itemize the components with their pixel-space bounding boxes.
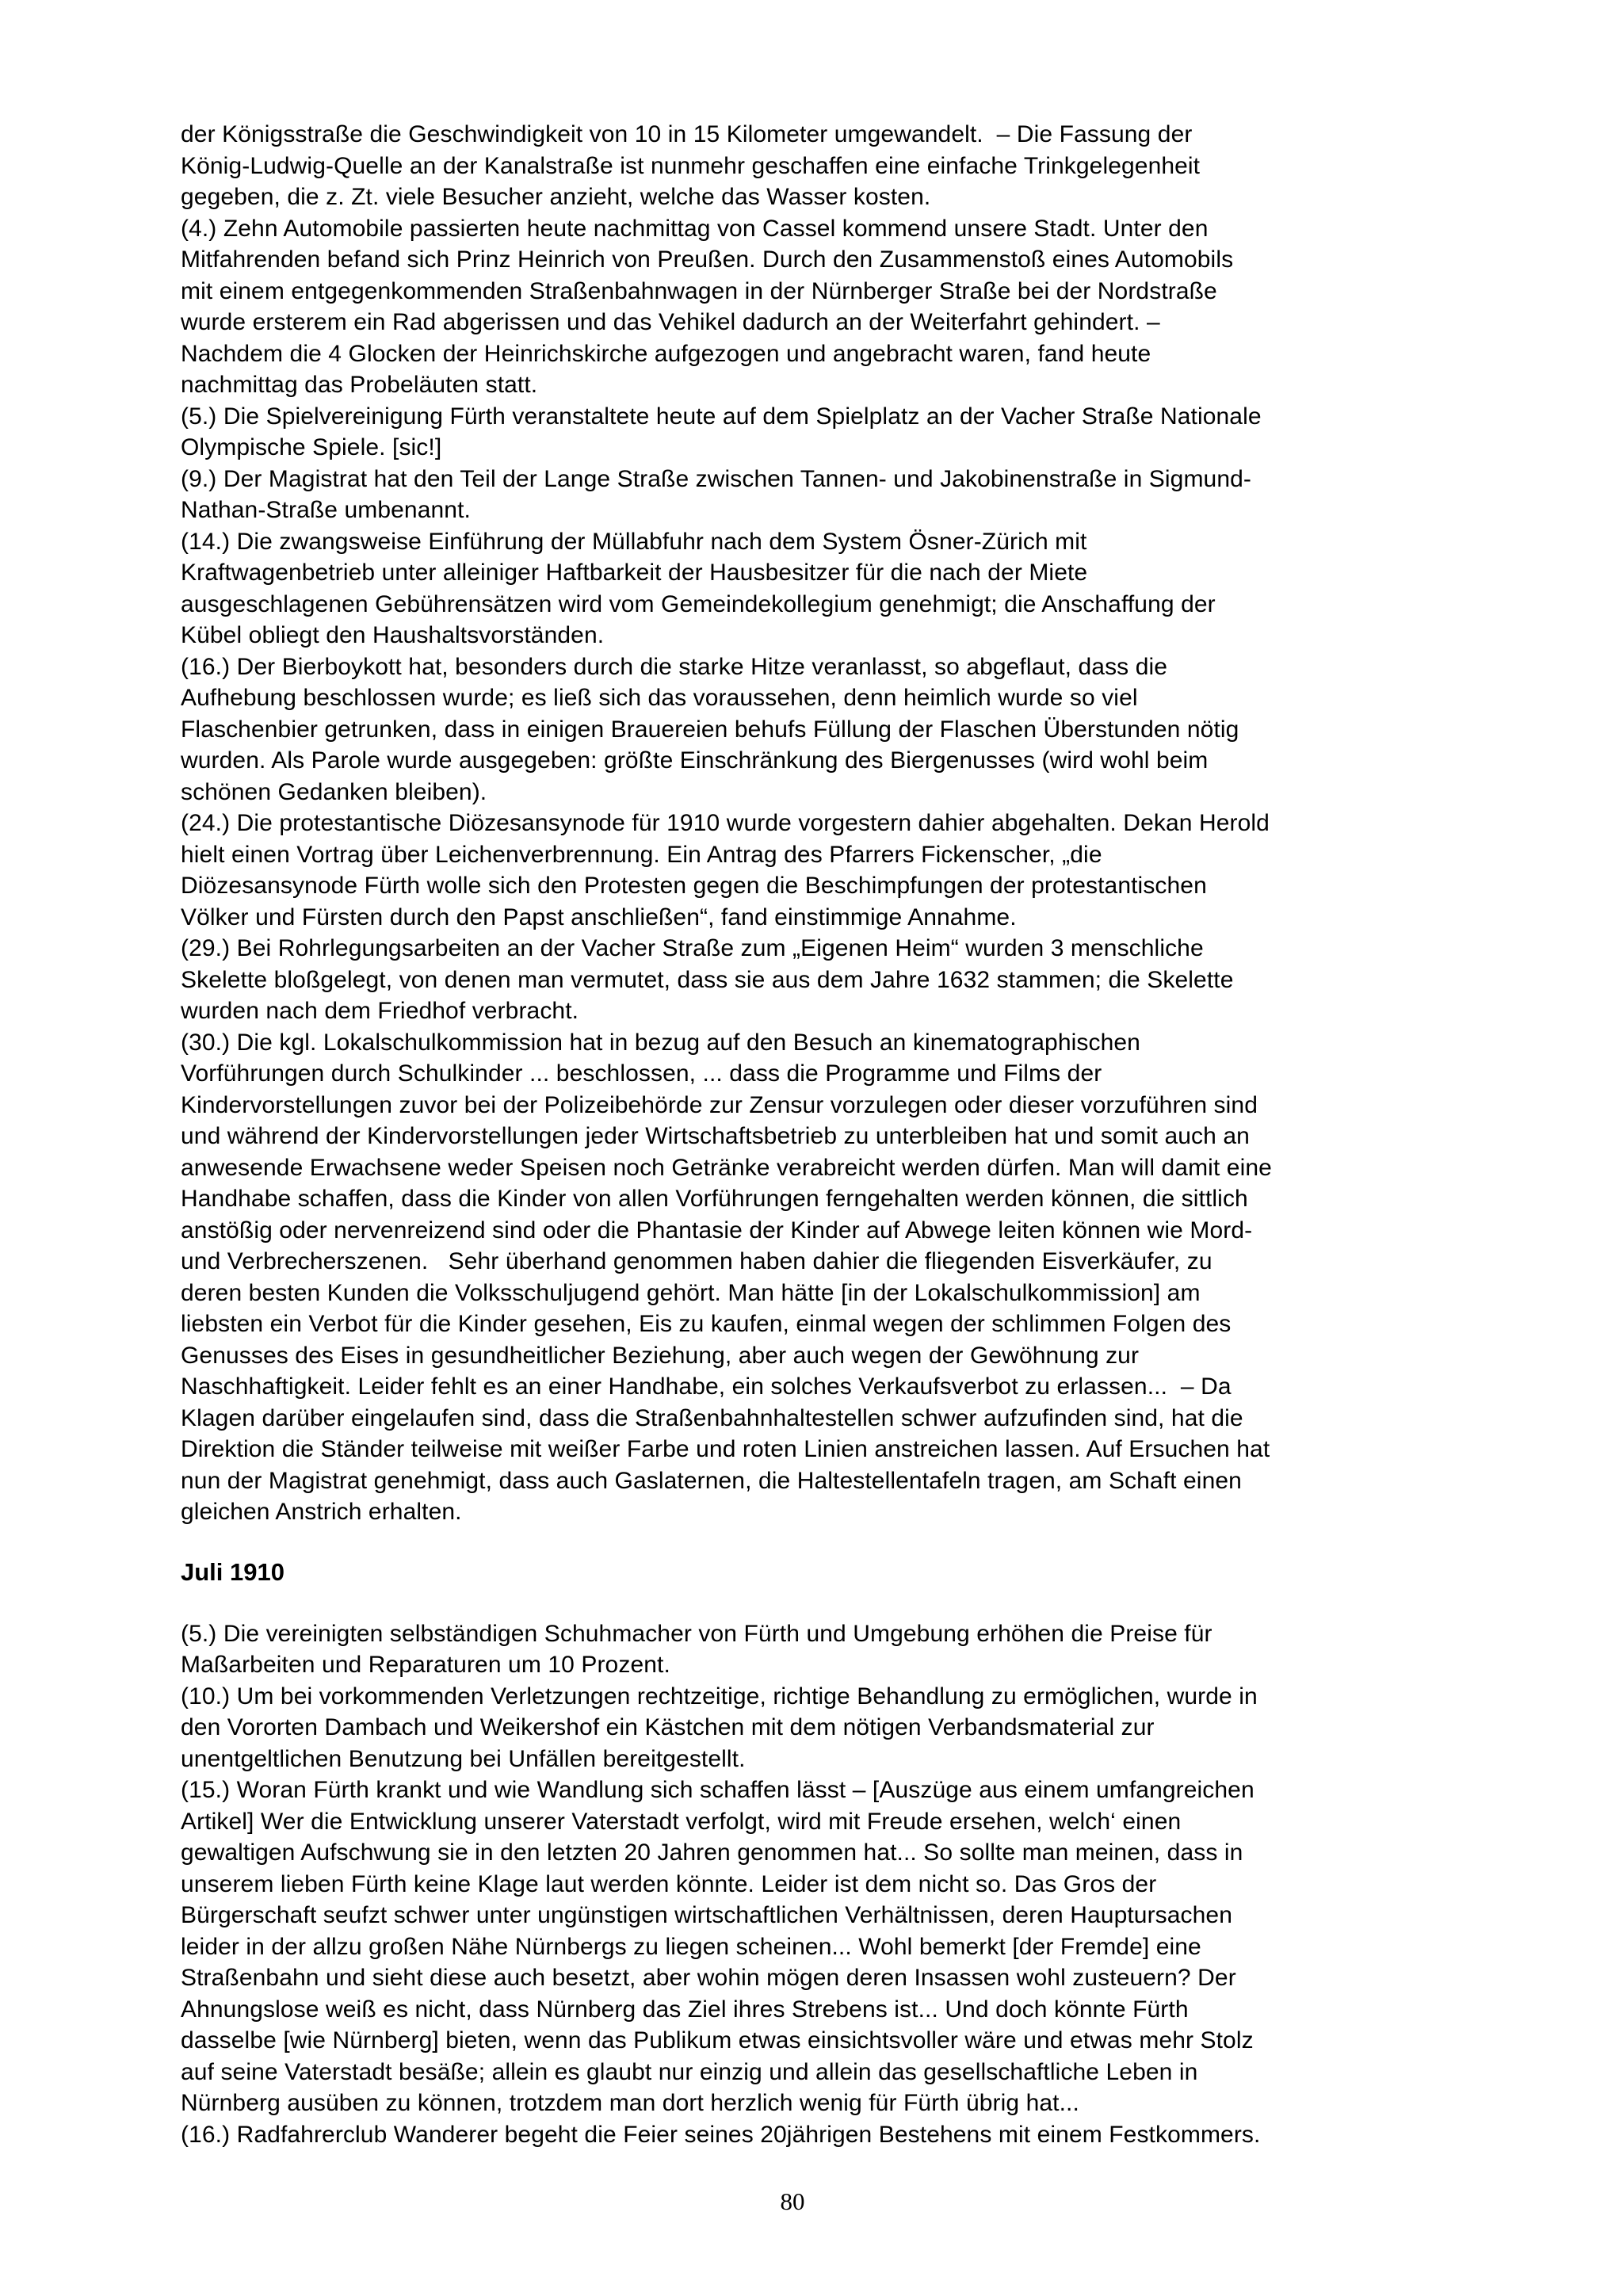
text-line: Vorführungen durch Schulkinder ... beschlossen, ... dass die Programme und Films der (181, 1060, 1102, 1087)
text-line: (30.) Die kgl. Lokalschulkommission hat in bezug auf den Besuch an kinematographischen (181, 1029, 1140, 1056)
text-line: (10.) Um bei vorkommenden Verletzungen rechtzeitige, richtige Behandlung zu ermöglichen, wurde in (181, 1683, 1258, 1710)
text-line: Flaschenbier getrunken, dass in einigen Brauereien behufs Füllung der Flaschen Überstunden nötig (181, 716, 1239, 743)
text-line: schönen Gedanken bleiben). (181, 778, 487, 805)
text-line: Maßarbeiten und Reparaturen um 10 Prozent. (181, 1652, 670, 1678)
text-line: nachmittag das Probeläuten statt. (181, 372, 538, 398)
text-line: Aufhebung beschlossen wurde; es ließ sich das voraussehen, denn heimlich wurde so viel (181, 685, 1138, 711)
text-line: ausgeschlagenen Gebührensätzen wird vom Gemeindekollegium genehmigt; die Anschaffung der (181, 590, 1216, 617)
text-line: Nürnberg ausüben zu können, trotzdem man dort herzlich wenig für Fürth übrig hat... (181, 2090, 1079, 2116)
text-line: Völker und Fürsten durch den Papst anschließen“, fand einstimmige Annahme. (181, 904, 1017, 930)
text-line: den Vororten Dambach und Weikershof ein Kästchen mit dem nötigen Verbandsmaterial zur (181, 1714, 1155, 1740)
text-line: Kraftwagenbetrieb unter alleiniger Haftbarkeit der Hausbesitzer für die nach der Miete (181, 560, 1088, 586)
text-line: (24.) Die protestantische Diözesansynode für 1910 wurde vorgestern dahier abgehalten. Dekan Herold (181, 810, 1270, 836)
text-line: hielt einen Vortrag über Leichenverbrennung. Ein Antrag des Pfarrers Fickenscher, „die (181, 841, 1102, 868)
text-line: (5.) Die vereinigten selbständigen Schuhmacher von Fürth und Umgebung erhöhen die Preise für (181, 1620, 1212, 1647)
text-line: unentgeltlichen Benutzung bei Unfällen bereitgestellt. (181, 1745, 746, 1772)
text-line: (16.) Der Bierboykott hat, besonders durch die starke Hitze veranlasst, so abgeflaut, dass die (181, 653, 1168, 680)
text-line: gewaltigen Aufschwung sie in den letzten 20 Jahren genommen hat... So sollte man meinen, dass in (181, 1839, 1243, 1866)
text-line: dasselbe [wie Nürnberg] bieten, wenn das Publikum etwas einsichtsvoller wäre und etwas mehr Stolz (181, 2027, 1254, 2053)
text-line: Kübel obliegt den Haushaltsvorständen. (181, 622, 605, 648)
july-1910-entries (181, 1618, 1480, 2151)
text-line: wurden nach dem Friedhof verbracht. (181, 998, 579, 1024)
heading-juli-1910: Juli 1910 (181, 1557, 285, 1586)
text-line: Straßenbahn und sieht diese auch besetzt, aber wohin mögen deren Insassen wohl zusteuern? Der (181, 1965, 1236, 1991)
text-line: unserem lieben Fürth keine Klage laut werden könnte. Leider ist dem nicht so. Das Gros der (181, 1870, 1157, 1897)
page-number: 80 (780, 2187, 805, 2215)
text-line: Artikel] Wer die Entwicklung unserer Vaterstadt verfolgt, wird mit Freude ersehen, welch‘ einen (181, 1808, 1182, 1835)
text-line: Bürgerschaft seufzt schwer unter ungünstigen wirtschaftlichen Verhältnissen, deren Hauptursachen (181, 1902, 1233, 1928)
text-line: wurden. Als Parole wurde ausgegeben: größte Einschränkung des Biergenusses (wird wohl beim (181, 747, 1209, 774)
text-line: Kindervorstellungen zuvor bei der Polizeibehörde zur Zensur vorzulegen oder dieser vorzuführen sind (181, 1091, 1258, 1118)
text-line: mit einem entgegenkommenden Straßenbahnwagen in der Nürnberger Straße bei der Nordstraße (181, 277, 1217, 304)
text-line: (9.) Der Magistrat hat den Teil der Lange Straße zwischen Tannen- und Jakobinenstraße in Sigmund- (181, 465, 1251, 492)
text-line: anstößig oder nervenreizend sind oder die Phantasie der Kinder auf Abwege leiten können wie Mord- (181, 1217, 1253, 1244)
document-body (181, 119, 1480, 2150)
text-line: (15.) Woran Fürth krankt und wie Wandlung sich schaffen lässt – [Auszüge aus einem umfangreichen (181, 1777, 1254, 1803)
text-line: (29.) Bei Rohrlegungsarbeiten an der Vacher Straße zum „Eigenen Heim“ wurden 3 menschliche (181, 935, 1204, 961)
text-line: Nachdem die 4 Glocken der Heinrichskirche aufgezogen und angebracht waren, fand heute (181, 340, 1151, 367)
text-line: wurde ersterem ein Rad abgerissen und das Vehikel dadurch an der Weiterfahrt gehindert. – (181, 309, 1160, 335)
text-line: (5.) Die Spielvereinigung Fürth veranstaltete heute auf dem Spielplatz an der Vacher Straße Nationale (181, 403, 1262, 430)
text-line: Direktion die Ständer teilweise mit weißer Farbe und roten Linien anstreichen lassen. Auf Ersuchen hat (181, 1436, 1270, 1462)
text-line: nun der Magistrat genehmigt, dass auch Gaslaternen, die Haltestellentafeln tragen, am Schaft einen (181, 1467, 1242, 1494)
text-line: Naschhaftigkeit. Leider fehlt es an einer Handhabe, ein solches Verkaufsverbot zu erlassen... – Da (181, 1373, 1232, 1400)
text-line: Olympische Spiele. [sic!] (181, 434, 442, 460)
text-line: und während der Kindervorstellungen jeder Wirtschaftsbetrieb zu unterbleiben hat und somit auch an (181, 1123, 1250, 1149)
text-line: (4.) Zehn Automobile passierten heute nachmittag von Cassel kommend unsere Stadt. Unter den (181, 215, 1209, 242)
text-line: leider in der allzu großen Nähe Nürnbergs zu liegen scheinen... Wohl bemerkt [der Fremde] eine (181, 1933, 1201, 1960)
text-line: deren besten Kunden die Volksschuljugend gehört. Man hätte [in der Lokalschulkommission] am (181, 1279, 1201, 1306)
text-line: Klagen darüber eingelaufen sind, dass die Straßenbahnhaltestellen schwer aufzufinden sind, hat die (181, 1404, 1243, 1431)
text-line: gegeben, die z. Zt. viele Besucher anzieht, welche das Wasser kosten. (181, 184, 931, 210)
text-line: auf seine Vaterstadt besäße; allein es glaubt nur einzig und allein das gesellschaftliche Leben in (181, 2058, 1198, 2085)
text-line: gleichen Anstrich erhalten. (181, 1499, 462, 1525)
text-line: (14.) Die zwangsweise Einführung der Müllabfuhr nach dem System Ösner-Zürich mit (181, 528, 1087, 555)
text-line: Diözesansynode Fürth wolle sich den Protesten gegen die Beschimpfungen der protestantischen (181, 873, 1207, 899)
text-line: und Verbrecherszenen. Sehr überhand genommen haben dahier die fliegenden Eisverkäufer, zu (181, 1248, 1212, 1274)
text-line: König-Ludwig-Quelle an der Kanalstraße ist nunmehr geschaffen eine einfache Trinkgelegenheit (181, 152, 1201, 179)
text-line: Skelette bloßgelegt, von denen man vermutet, dass sie aus dem Jahre 1632 stammen; die Skelette (181, 966, 1234, 993)
text-line: Handhabe schaffen, dass die Kinder von allen Vorführungen ferngehalten werden können, die sittlich (181, 1186, 1248, 1212)
text-line: anwesende Erwachsene weder Speisen noch Getränke verabreicht werden dürfen. Man will damit eine (181, 1154, 1272, 1181)
text-line: liebsten ein Verbot für die Kinder gesehen, Eis zu kaufen, einmal wegen der schlimmen Folgen des (181, 1311, 1232, 1337)
text-line: der Königsstraße die Geschwindigkeit von 10 in 15 Kilometer umgewandelt. – Die Fassung der (181, 121, 1193, 147)
text-line: Ahnungslose weiß es nicht, dass Nürnberg das Ziel ihres Strebens ist... Und doch könnte Fürth (181, 1996, 1189, 2023)
text-line: Genusses des Eises in gesundheitlicher Beziehung, aber auch wegen der Gewöhnung zur (181, 1342, 1140, 1369)
text-line: Nathan-Straße umbenannt. (181, 497, 471, 523)
text-line: (16.) Radfahrerclub Wanderer begeht die Feier seines 20jährigen Bestehens mit einem Festkommers. (181, 2121, 1261, 2148)
june-1910-entries (181, 119, 1480, 1528)
text-line: Mitfahrenden befand sich Prinz Heinrich von Preußen. Durch den Zusammenstoß eines Automobils (181, 246, 1234, 273)
